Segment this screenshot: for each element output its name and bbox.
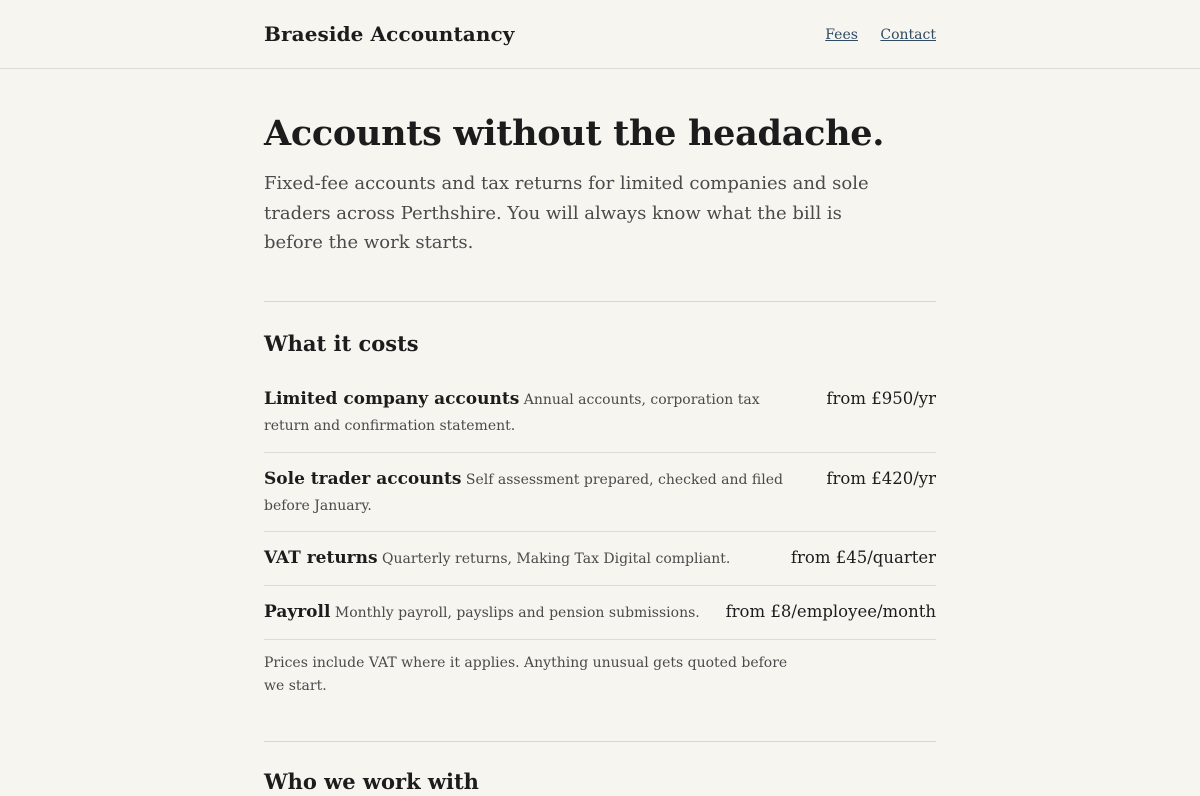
header-inner xyxy=(264,0,936,69)
fee-price: from £420/yr xyxy=(826,469,936,488)
fee-name: VAT returns xyxy=(264,548,378,568)
fees-section-title: What it costs xyxy=(264,331,419,356)
clients-section-title: Who we work with xyxy=(264,769,479,794)
nav-link-fees[interactable]: Fees xyxy=(825,27,858,43)
fee-details: Quarterly returns, Making Tax Digital compliant. xyxy=(382,551,731,567)
fee-details: Annual accounts, corporation tax return and confirmation statement. xyxy=(264,392,760,434)
fee-price: from £45/quarter xyxy=(790,548,936,567)
fee-name: Payroll xyxy=(264,602,331,622)
hero-title: Accounts without the headache. xyxy=(264,113,885,154)
fee-description xyxy=(264,545,804,572)
fee-row-vat-returns xyxy=(264,545,936,586)
brand-logo[interactable]: Braeside Accountancy xyxy=(264,22,515,46)
fee-details: Monthly payroll, payslips and pension submissions. xyxy=(334,605,700,621)
section-divider xyxy=(264,741,936,742)
section-divider xyxy=(264,301,936,302)
fee-details: Self assessment prepared, checked and filed before January. xyxy=(264,472,783,514)
fee-name: Sole trader accounts xyxy=(264,469,462,489)
fee-row-sole-trader xyxy=(264,466,936,532)
fee-description xyxy=(264,466,804,519)
site-header xyxy=(0,0,1200,69)
nav-link-contact[interactable]: Contact xyxy=(880,27,936,43)
fee-description xyxy=(264,599,804,626)
main-nav xyxy=(807,27,936,43)
fee-row-limited-company xyxy=(264,386,936,453)
fee-price: from £8/employee/month xyxy=(725,602,936,621)
fee-row-payroll xyxy=(264,599,936,640)
hero-text: Fixed-fee accounts and tax returns for limited companies and sole traders across Perthshire. You will always know what the bill is before the work starts. xyxy=(264,173,869,253)
fee-price: from £950/yr xyxy=(826,389,936,408)
fee-description xyxy=(264,386,804,439)
fee-name: Limited company accounts xyxy=(264,389,520,409)
fees-note: Prices include VAT where it applies. Anything unusual gets quoted before we start. xyxy=(264,655,788,694)
